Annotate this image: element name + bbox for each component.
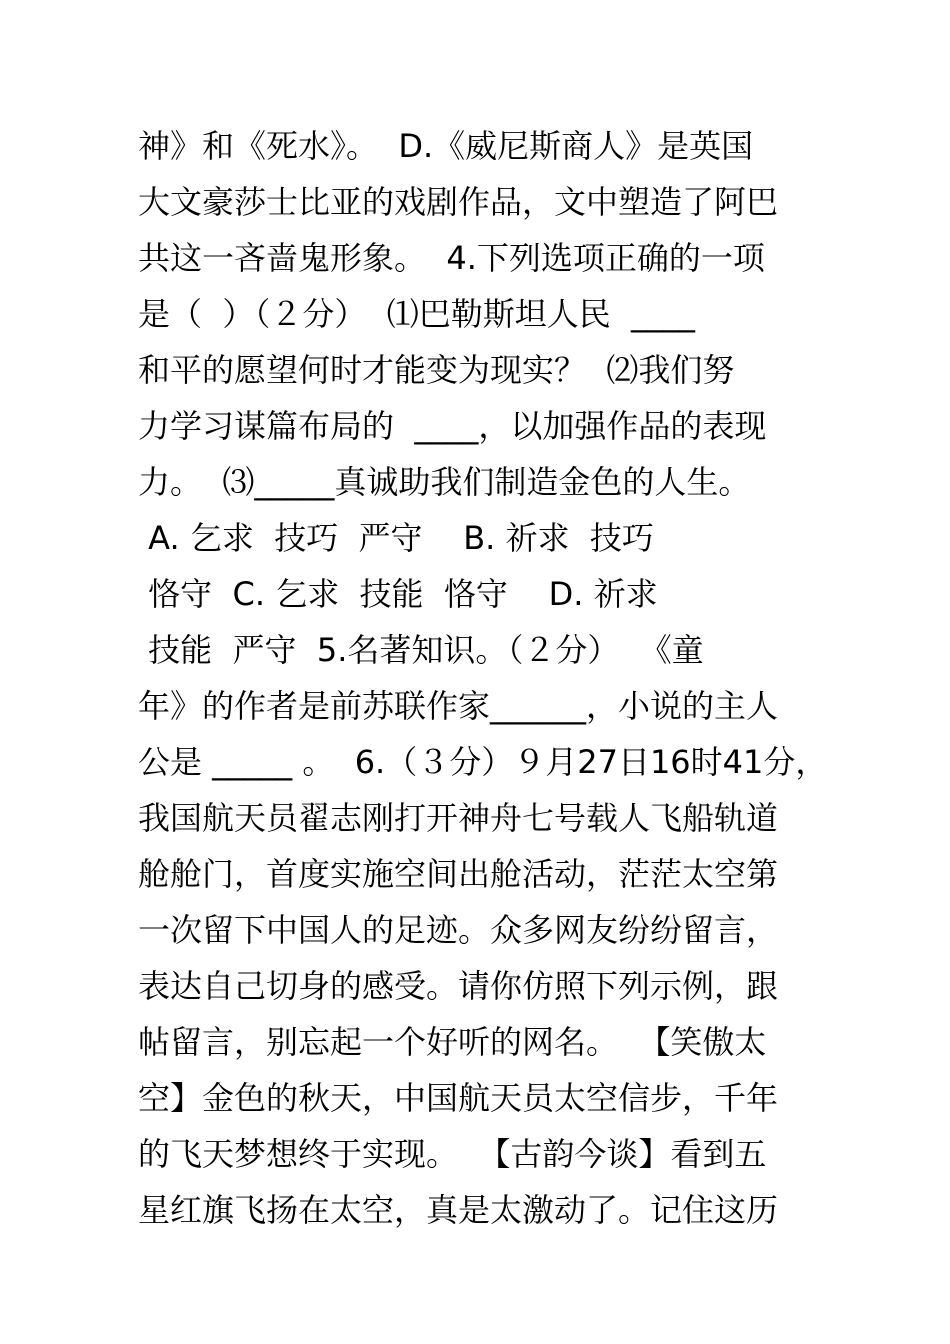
text-line: 一次留下中国人的足迹。众多网友纷纷留言，: [138, 911, 779, 949]
text-line: 帖留言，别忘起一个好听的网名。 【笑傲太: [138, 1023, 767, 1061]
text-line: 力。 ⑶_____真诚助我们制造金色的人生。: [138, 463, 751, 501]
text-line: 我国航天员翟志刚打开神舟七号载人飞船轨道: [138, 799, 779, 837]
text-line: 恪守 C. 乞求 技能 恪守 D. 祈求: [138, 575, 658, 613]
text-line: 力学习谋篇布局的 ____，以加强作品的表现: [138, 407, 767, 445]
text-line: 舱舱门，首度实施空间出舱活动，茫茫太空第: [138, 855, 779, 893]
text-line: 共这一吝啬鬼形象。 4.下列选项正确的一项: [138, 239, 765, 277]
document-body: [138, 118, 838, 1238]
text-line: 表达自己切身的感受。请你仿照下列示例，跟: [138, 967, 779, 1005]
text-line: A. 乞求 技巧 严守 B. 祈求 技巧: [138, 519, 654, 557]
text-line: 和平的愿望何时才能变为现实？ ⑵我们努: [138, 351, 735, 389]
text-line: 星红旗飞扬在太空，真是太激动了。记住这历: [138, 1191, 779, 1229]
text-line: 神》和《死水》。 D.《威尼斯商人》是英国: [138, 127, 754, 165]
text-line: 空】金色的秋天，中国航天员太空信步，千年: [138, 1079, 779, 1117]
text-line: 技能 严守 5.名著知识。（２分） 《童: [138, 631, 704, 669]
text-line: 年》的作者是前苏联作家______，小说的主人: [138, 687, 779, 725]
text-line: 的飞天梦想终于实现。 【古韵今谈】看到五: [138, 1135, 767, 1173]
text-line: 大文豪莎士比亚的戏剧作品，文中塑造了阿巴: [138, 183, 779, 221]
text-line: 公是 _____ 。 6.（３分）９月27日16时41分，: [138, 743, 828, 781]
text-line: 是（ ）（２分） ⑴巴勒斯坦人民 ____: [138, 295, 696, 333]
